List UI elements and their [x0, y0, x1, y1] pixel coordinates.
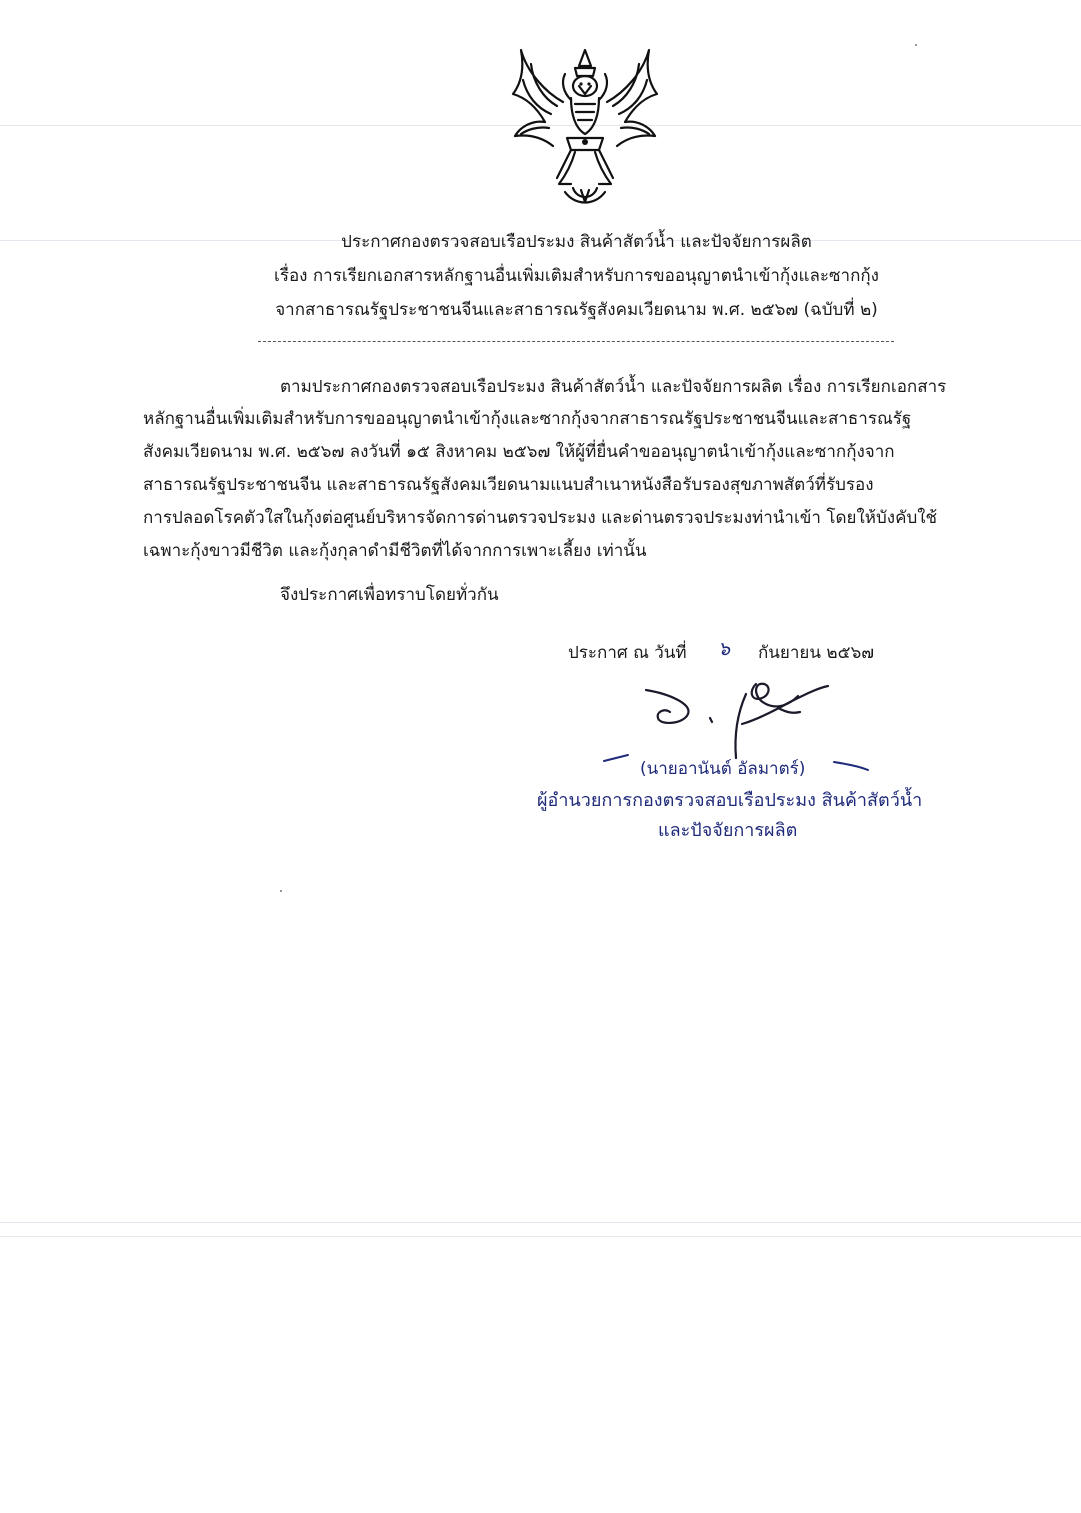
body-line-4: สาธารณรัฐประชาชนจีน และสาธารณรัฐสังคมเวียดนามแนบสำเนาหนังสือรับรองสุขภาพสัตว์ที่รับรอง [143, 475, 874, 495]
signer-name: (นายอานันต์ อัลมาตร์) [640, 759, 806, 779]
dateline-month-year: กันยายน ๒๕๖๗ [758, 643, 875, 663]
body-line-1: ตามประกาศกองตรวจสอบเรือประมง สินค้าสัตว์น้ำ และปัจจัยการผลิต เรื่อง การเรียกเอกสาร [280, 377, 947, 397]
scan-artifact-line [0, 1236, 1081, 1237]
dateline-day-handwritten: ๖ [718, 638, 731, 660]
signature-flourish-right [832, 758, 870, 774]
signature-flourish-left [602, 752, 630, 764]
garuda-emblem-icon [505, 42, 665, 208]
signer-title-line1: ผู้อำนวยการกองตรวจสอบเรือประมง สินค้าสัตว์น้ำ [537, 790, 923, 811]
body-line-3: สังคมเวียดนาม พ.ศ. ๒๕๖๗ ลงวันที่ ๑๕ สิงหาคม ๒๕๖๗ ให้ผู้ที่ยื่นคำขออนุญาตนำเข้ากุ้งและซากกุ้งจาก [143, 442, 895, 462]
body-line-6: เฉพาะกุ้งขาวมีชีวิต และกุ้งกุลาดำมีชีวิตที่ได้จากการเพาะเลี้ยง เท่านั้น [143, 541, 647, 561]
announcement-subject-line1: เรื่อง การเรียกเอกสารหลักฐานอื่นเพิ่มเติมสำหรับการขออนุญาตนำเข้ากุ้งและซากกุ้ง [274, 266, 879, 286]
signer-title-line2: และปัจจัยการผลิต [658, 820, 798, 841]
dateline-prefix: ประกาศ ณ วันที่ [568, 643, 687, 663]
scan-speck [280, 890, 282, 892]
announcement-title: ประกาศกองตรวจสอบเรือประมง สินค้าสัตว์น้ำ และปัจจัยการผลิต [341, 232, 812, 252]
body-line-5: การปลอดโรคตัวใสในกุ้งต่อศูนย์บริหารจัดการด่านตรวจประมง และด่านตรวจประมงท่านำเข้า โดยให้บังคับใช้ [143, 508, 938, 528]
closing-line: จึงประกาศเพื่อทราบโดยทั่วกัน [280, 585, 499, 605]
heading-divider [258, 341, 894, 342]
scan-speck [915, 44, 917, 46]
announcement-subject-line2: จากสาธารณรัฐประชาชนจีนและสาธารณรัฐสังคมเวียดนาม พ.ศ. ๒๕๖๗ (ฉบับที่ ๒) [275, 300, 878, 320]
scan-artifact-line [0, 1222, 1081, 1223]
body-line-2: หลักฐานอื่นเพิ่มเติมสำหรับการขออนุญาตนำเข้ากุ้งและซากกุ้งจากสาธารณรัฐประชาชนจีนและสาธารณรัฐ [143, 409, 912, 429]
